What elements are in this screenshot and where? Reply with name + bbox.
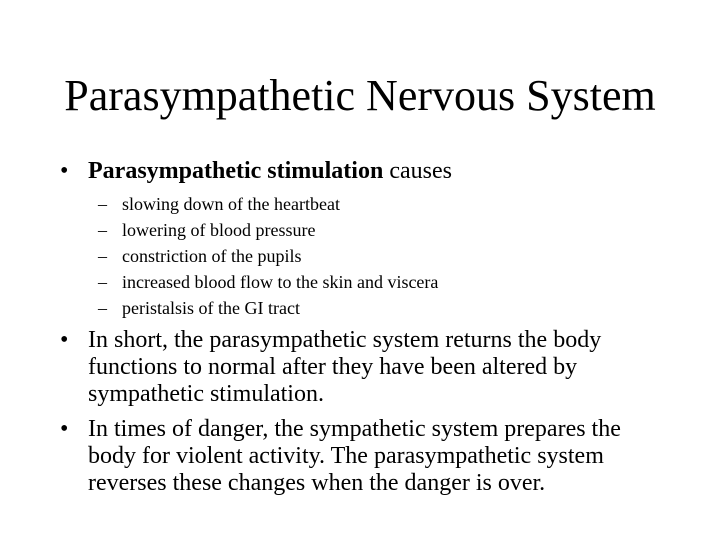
slide-title: Parasympathetic Nervous System	[64, 71, 656, 120]
sub-bullet-text: lowering of blood pressure	[122, 220, 316, 240]
bullet-item	[60, 416, 670, 497]
bullet-marker: •	[60, 327, 69, 353]
slide-content	[60, 158, 670, 505]
bullet-item	[60, 158, 670, 185]
sub-bullet-marker: –	[98, 194, 107, 214]
bullet-text: In short, the parasympathetic system returns the body functions to normal after they have been altered by sympathetic stimulation.	[88, 327, 602, 407]
bullet-bold-text: Parasympathetic stimulation	[88, 158, 384, 184]
sub-bullet-text: peristalsis of the GI tract	[122, 298, 300, 318]
sub-bullet-marker: –	[98, 298, 107, 318]
bullet-marker: •	[60, 416, 69, 442]
sub-bullet-text: constriction of the pupils	[122, 246, 302, 266]
sub-bullet-marker: –	[98, 246, 107, 266]
sub-bullet-item	[60, 245, 670, 267]
sub-bullet-text: increased blood flow to the skin and viscera	[122, 272, 439, 292]
bullet-marker: •	[60, 158, 69, 184]
bullet-item	[60, 327, 670, 408]
sub-bullet-item	[60, 219, 670, 241]
sub-bullet-list	[60, 193, 670, 319]
bullet-text: causes	[383, 158, 452, 184]
sub-bullet-marker: –	[98, 220, 107, 240]
sub-bullet-item	[60, 193, 670, 215]
bullet-text: In times of danger, the sympathetic system prepares the body for violent activity. The parasympathetic system reverses these changes when the danger is over.	[88, 416, 621, 496]
sub-bullet-item	[60, 297, 670, 319]
sub-bullet-marker: –	[98, 272, 107, 292]
sub-bullet-text: slowing down of the heartbeat	[122, 194, 340, 214]
sub-bullet-item	[60, 271, 670, 293]
